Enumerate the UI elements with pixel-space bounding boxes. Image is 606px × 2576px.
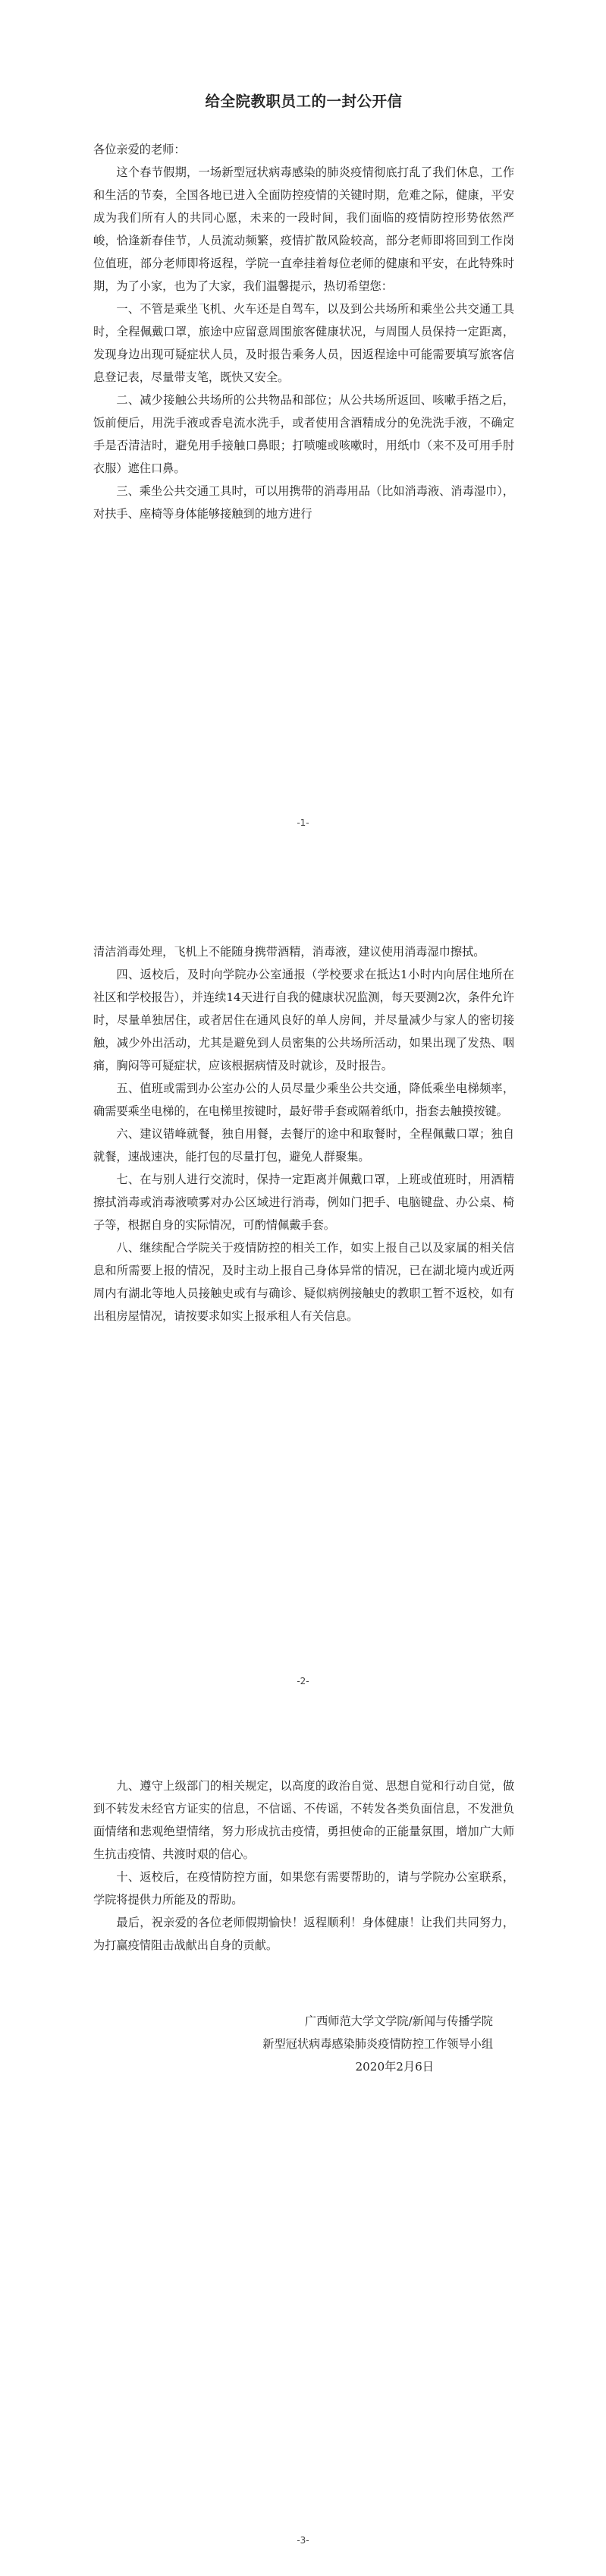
paragraph-item-7: 七、在与别人进行交流时，保持一定距离并佩戴口罩，上班或值班时，用酒精擦拭消毒或消毒液喷雾对办公区域进行消毒，例如门把手、电脑键盘、办公桌、椅子等，根据自身的实际情况，可酌情佩戴手套。	[93, 1173, 514, 1232]
page-number: -1-	[297, 817, 309, 828]
paragraph-item-2: 二、减少接触公共场所的公共物品和部位；从公共场所返回、咳嗽手捂之后，饭前便后，用洗手液或香皂流水洗手，或者使用含酒精成分的免洗洗手液，不确定手是否清洁时，避免用手接触口鼻眼；打喷嚏或咳嗽时，用纸巾（来不及可用手肘衣服）遮住口鼻。	[93, 393, 514, 475]
page-1	[0, 0, 606, 858]
paragraph-item-4: 四、返校后，及时向学院办公室通报（学校要求在抵达1小时内向居住地所在社区和学校报告），并连续14天进行自我的健康状况监测，每天要测2次，条件允许时，尽量单独居住，或者居住在通风良好的单人房间，并尽量减少与家人的密切接触，减少外出活动，尤其是避免到人员密集的公共场所活动，如果出现了发热、咽痛，胸闷等可疑症状，应该根据病情及时就诊，及时报告。	[93, 968, 514, 1072]
paragraph-item-10: 十、返校后，在疫情防控方面，如果您有需要帮助的，请与学院办公室联系，学院将提供力所能及的帮助。	[93, 1870, 514, 1907]
signature-org: 广西师范大学文学院/新闻与传播学院	[304, 2014, 493, 2028]
paragraph-item-3-start: 三、乘坐公共交通工具时，可以用携带的消毒用品（比如消毒液、消毒湿巾），对扶手、座椅等身体能够接触到的地方进行	[93, 484, 514, 521]
letter-title: 给全院教职员工的一封公开信	[205, 93, 403, 110]
page-3-content	[93, 1775, 514, 2078]
paragraph-item-3-continued: 清洁消毒处理，飞机上不能随身携带酒精，消毒液，建议使用消毒湿巾擦拭。	[93, 945, 485, 959]
paragraph-intro: 这个春节假期，一场新型冠状病毒感染的肺炎疫情彻底打乱了我们休息，工作和生活的节奏，全国各地已进入全面防控疫情的关键时期，危难之际，健康，平安成为我们所有人的共同心愿，未来的一段时间，我们面临的疫情防控形势依然严峻，恰逢新春佳节，人员流动频繁，疫情扩散风险较高，部分老师即将回到工作岗位值班，部分老师即将返程，学院一直牵挂着每位老师的健康和平安，在此特殊时期，为了小家，也为了大家，我们温馨提示，热切希望您：	[93, 165, 514, 293]
signature-block	[93, 2010, 514, 2078]
page-1-content	[93, 90, 514, 525]
page-3	[0, 1717, 606, 2576]
page-2	[0, 858, 606, 1717]
salutation: 各位亲爱的老师：	[93, 143, 186, 156]
page-number: -3-	[297, 2535, 309, 2546]
signature-group: 新型冠状病毒感染肺炎疫情防控工作领导小组	[262, 2037, 493, 2051]
signature-date: 2020年2月6日	[355, 2060, 434, 2074]
page-number: -2-	[297, 1676, 309, 1686]
paragraph-item-6: 六、建议错峰就餐，独自用餐，去餐厅的途中和取餐时，全程佩戴口罩；独自就餐，速战速决，能打包的尽量打包，避免人群聚集。	[93, 1127, 514, 1164]
paragraph-closing: 最后，祝亲爱的各位老师假期愉快！返程顺利！身体健康！让我们共同努力，为打赢疫情阻击战献出自身的贡献。	[93, 1916, 514, 1952]
paragraph-item-1: 一、不管是乘坐飞机、火车还是自驾车，以及到公共场所和乘坐公共交通工具时，全程佩戴口罩，旅途中应留意周围旅客健康状况，与周围人员保持一定距离，发现身边出现可疑症状人员，及时报告乘务人员，因返程途中可能需要填写旅客信息登记表，尽量带支笔，既快又安全。	[93, 302, 514, 384]
paragraph-item-5: 五、值班或需到办公室办公的人员尽量少乘坐公共交通，降低乘坐电梯频率，确需要乘坐电梯的，在电梯里按键时，最好带手套或隔着纸巾，指套去触摸按键。	[93, 1082, 514, 1118]
paragraph-item-8: 八、继续配合学院关于疫情防控的相关工作，如实上报自己以及家属的相关信息和所需要上报的情况，及时主动上报自己身体异常的情况，已在湖北境内或近两周内有湖北等地人员接触史或有与确诊、疑似病例接触史的教职工暂不返校，如有出租房屋情况，请按要求如实上报承租人有关信息。	[93, 1241, 514, 1323]
page-2-content	[93, 940, 514, 1327]
paragraph-item-9: 九、遵守上级部门的相关规定，以高度的政治自觉、思想自觉和行动自觉，做到不转发未经官方证实的信息，不信谣、不传谣，不转发各类负面信息，不发泄负面情绪和悲观绝望情绪，努力形成抗击疫情，勇担使命的正能量氛围，增加广大师生抗击疫情、共渡时艰的信心。	[93, 1779, 514, 1861]
